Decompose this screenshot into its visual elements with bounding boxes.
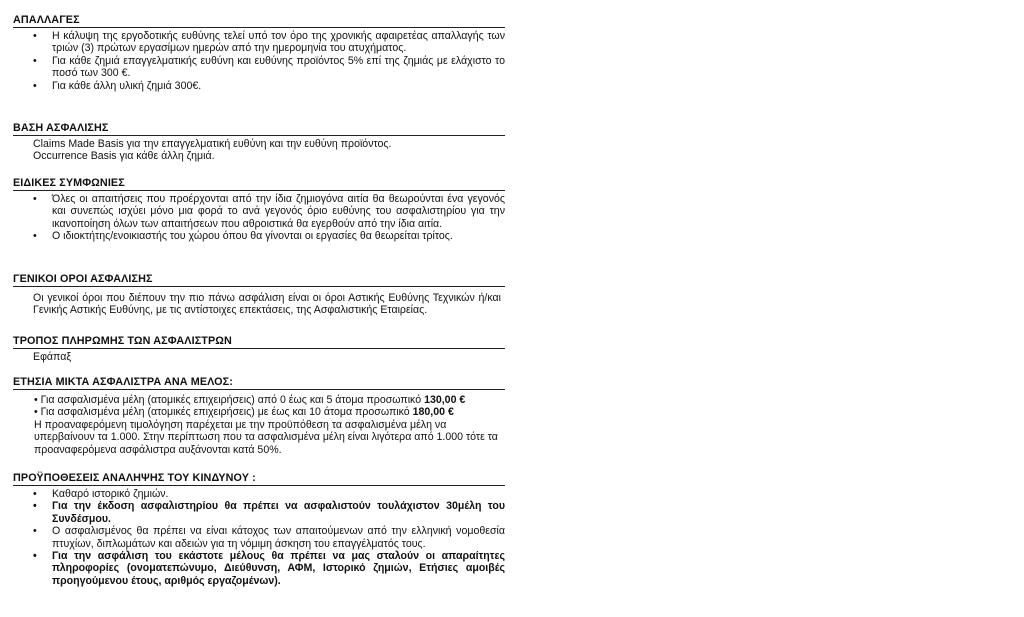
bullet-icon: • [33, 193, 37, 205]
section-title: ΠΡΟΫΠΟΘΕΣΕΙΣ ΑΝΑΛΗΨΗΣ ΤΟΥ ΚΙΝΔΥΝΟΥ : [13, 472, 505, 486]
bullet-icon: • [33, 550, 37, 563]
paragraph: Εφάπαξ [33, 351, 72, 363]
price-amount: 130,00 € [424, 394, 466, 406]
price-line: • Για ασφαλισμένα μέλη (ατομικές επιχειρήσεις) με έως και 10 άτομα προσωπικό 180,00 € [34, 406, 454, 419]
list-item: • Ο ασφαλισμένος θα πρέπει να είναι κάτοχος των απαιτούμενων από την ελληνική νομοθεσία πτυχίων, διπλωμάτων και αδειών για τη νόμιμη άσκηση του επαγγέλματός τους. [33, 525, 505, 550]
section-body [13, 390, 505, 456]
text-line: Occurrence Basis για κάθε άλλη ζημιά. [33, 150, 215, 163]
list-item: • Η κάλυψη της εργοδοτικής ευθύνης τελεί υπό τον όρο της χρονικής αφαιρετέας απαλλαγής των τριών (3) πρώτων εργασίμων ημερών από την ημερομηνία του ατυχήματος. [33, 30, 505, 55]
bullet-list [13, 191, 505, 243]
section-title: ΒΑΣΗ ΑΣΦΑΛΙΣΗΣ [13, 122, 505, 136]
section-title: ΕΤΗΣΙΑ ΜΙΚΤΑ ΑΣΦΑΛΙΣΤΡΑ ΑΝΑ ΜΕΛΟΣ: [13, 376, 505, 390]
price-amount: 180,00 € [412, 406, 454, 419]
paragraph: Οι γενικοί όροι που διέπουν την πιο πάνω ασφάλιση είναι οι όροι Αστικής Ευθύνης Τεχνικών ή/και Γενικής Αστικής Ευθύνης, με τις αντίστοιχες επεκτάσεις, της Ασφαλιστικής Εταιρείας. [33, 292, 501, 317]
section-vasi [13, 122, 505, 163]
section-tropos [13, 335, 505, 363]
list-item: • Καθαρό ιστορικό ζημιών. [33, 488, 169, 500]
list-item: • Όλες οι απαιτήσεις που προέρχονται από την ίδια ζημιογόνα αιτία θα θεωρούνται ένα γεγονός και συνεπώς ισχύει μόνο μια φορά το ανά γεγονός όριο ευθύνης του ασφαλιστηρίου για την ικανοποίηση όλων των απαιτήσεων που αθροιστικά θα εγερθούν από την ίδια αιτία. [33, 193, 505, 230]
paragraph: Η προαναφερόμενη τιμολόγηση παρέχεται με την προϋπόθεση τα ασφαλισμένα μέλη να υπερβαίνουν τα 1.000. Στην περίπτωση που τα ασφαλισμένα μέλη είναι λιγότερα από 1.000 τότε τα προαναφερόμενα ασφάλιστρα αυξάνονται κατά 50%. [34, 418, 498, 456]
bullet-icon: • [33, 488, 37, 500]
section-title: ΓΕΝΙΚΟΙ ΟΡΟΙ ΑΣΦΑΛΙΣΗΣ [13, 273, 505, 287]
section-title: ΕΙΔΙΚΕΣ ΣΥΜΦΩΝΙΕΣ [13, 177, 505, 191]
bullet-icon: • [34, 406, 38, 419]
bullet-icon: • [34, 394, 38, 406]
bullet-icon: • [33, 500, 37, 513]
list-item: • Για την ασφάλιση του εκάστοτε μέλους θα πρέπει να μας σταλούν οι απαραίτητες πληροφορίες (ονοματεπώνυμο, Διεύθυνση, ΑΦΜ, Ιστορικό ζημιών, Ετήσιες αμοιβές προηγούμενου έτους, αριθμός εργαζομένων). [33, 550, 505, 587]
bullet-icon: • [33, 230, 37, 243]
section-title: ΤΡΟΠΟΣ ΠΛΗΡΩΜΗΣ ΤΩΝ ΑΣΦΑΛΙΣΤΡΩΝ [13, 335, 505, 349]
list-item: • Ο ιδιοκτήτης/ενοικιαστής του χώρου όπου θα γίνονται οι εργασίες θα θεωρείται τρίτος. [33, 230, 453, 243]
section-title: ΑΠΑΛΛΑΓΕΣ [13, 14, 505, 28]
section-proypotheseis [13, 472, 505, 587]
section-eidikes [13, 177, 505, 243]
section-apallages [13, 14, 505, 92]
price-line: • Για ασφαλισμένα μέλη (ατομικές επιχειρήσεις) από 0 έως και 5 άτομα προσωπικό 130,00 € [34, 394, 466, 406]
bullet-icon: • [33, 54, 37, 67]
bullet-icon: • [33, 525, 37, 538]
list-item: • Για κάθε ζημιά επαγγελματικής ευθύνη και ευθύνης προϊόντος 5% επί της ζημιάς με ελάχιστο το ποσό των 300 €. [33, 54, 505, 80]
text-line: Claims Made Basis για την επαγγελματική ευθύνη και την ευθύνη προϊόντος. [33, 138, 392, 150]
list-item: • Για την έκδοση ασφαλιστηρίου θα πρέπει να ασφαλιστούν τουλάχιστον 30μέλη του Συνδέσμου. [33, 500, 505, 525]
bullet-list [13, 486, 505, 587]
section-body [13, 136, 505, 163]
section-asfalistra [13, 376, 505, 456]
bullet-list [13, 28, 505, 92]
section-genikoi [13, 273, 505, 317]
list-item: • Για κάθε άλλη υλική ζημιά 300€. [33, 79, 202, 92]
bullet-icon: • [33, 79, 37, 92]
bullet-icon: • [33, 30, 37, 42]
